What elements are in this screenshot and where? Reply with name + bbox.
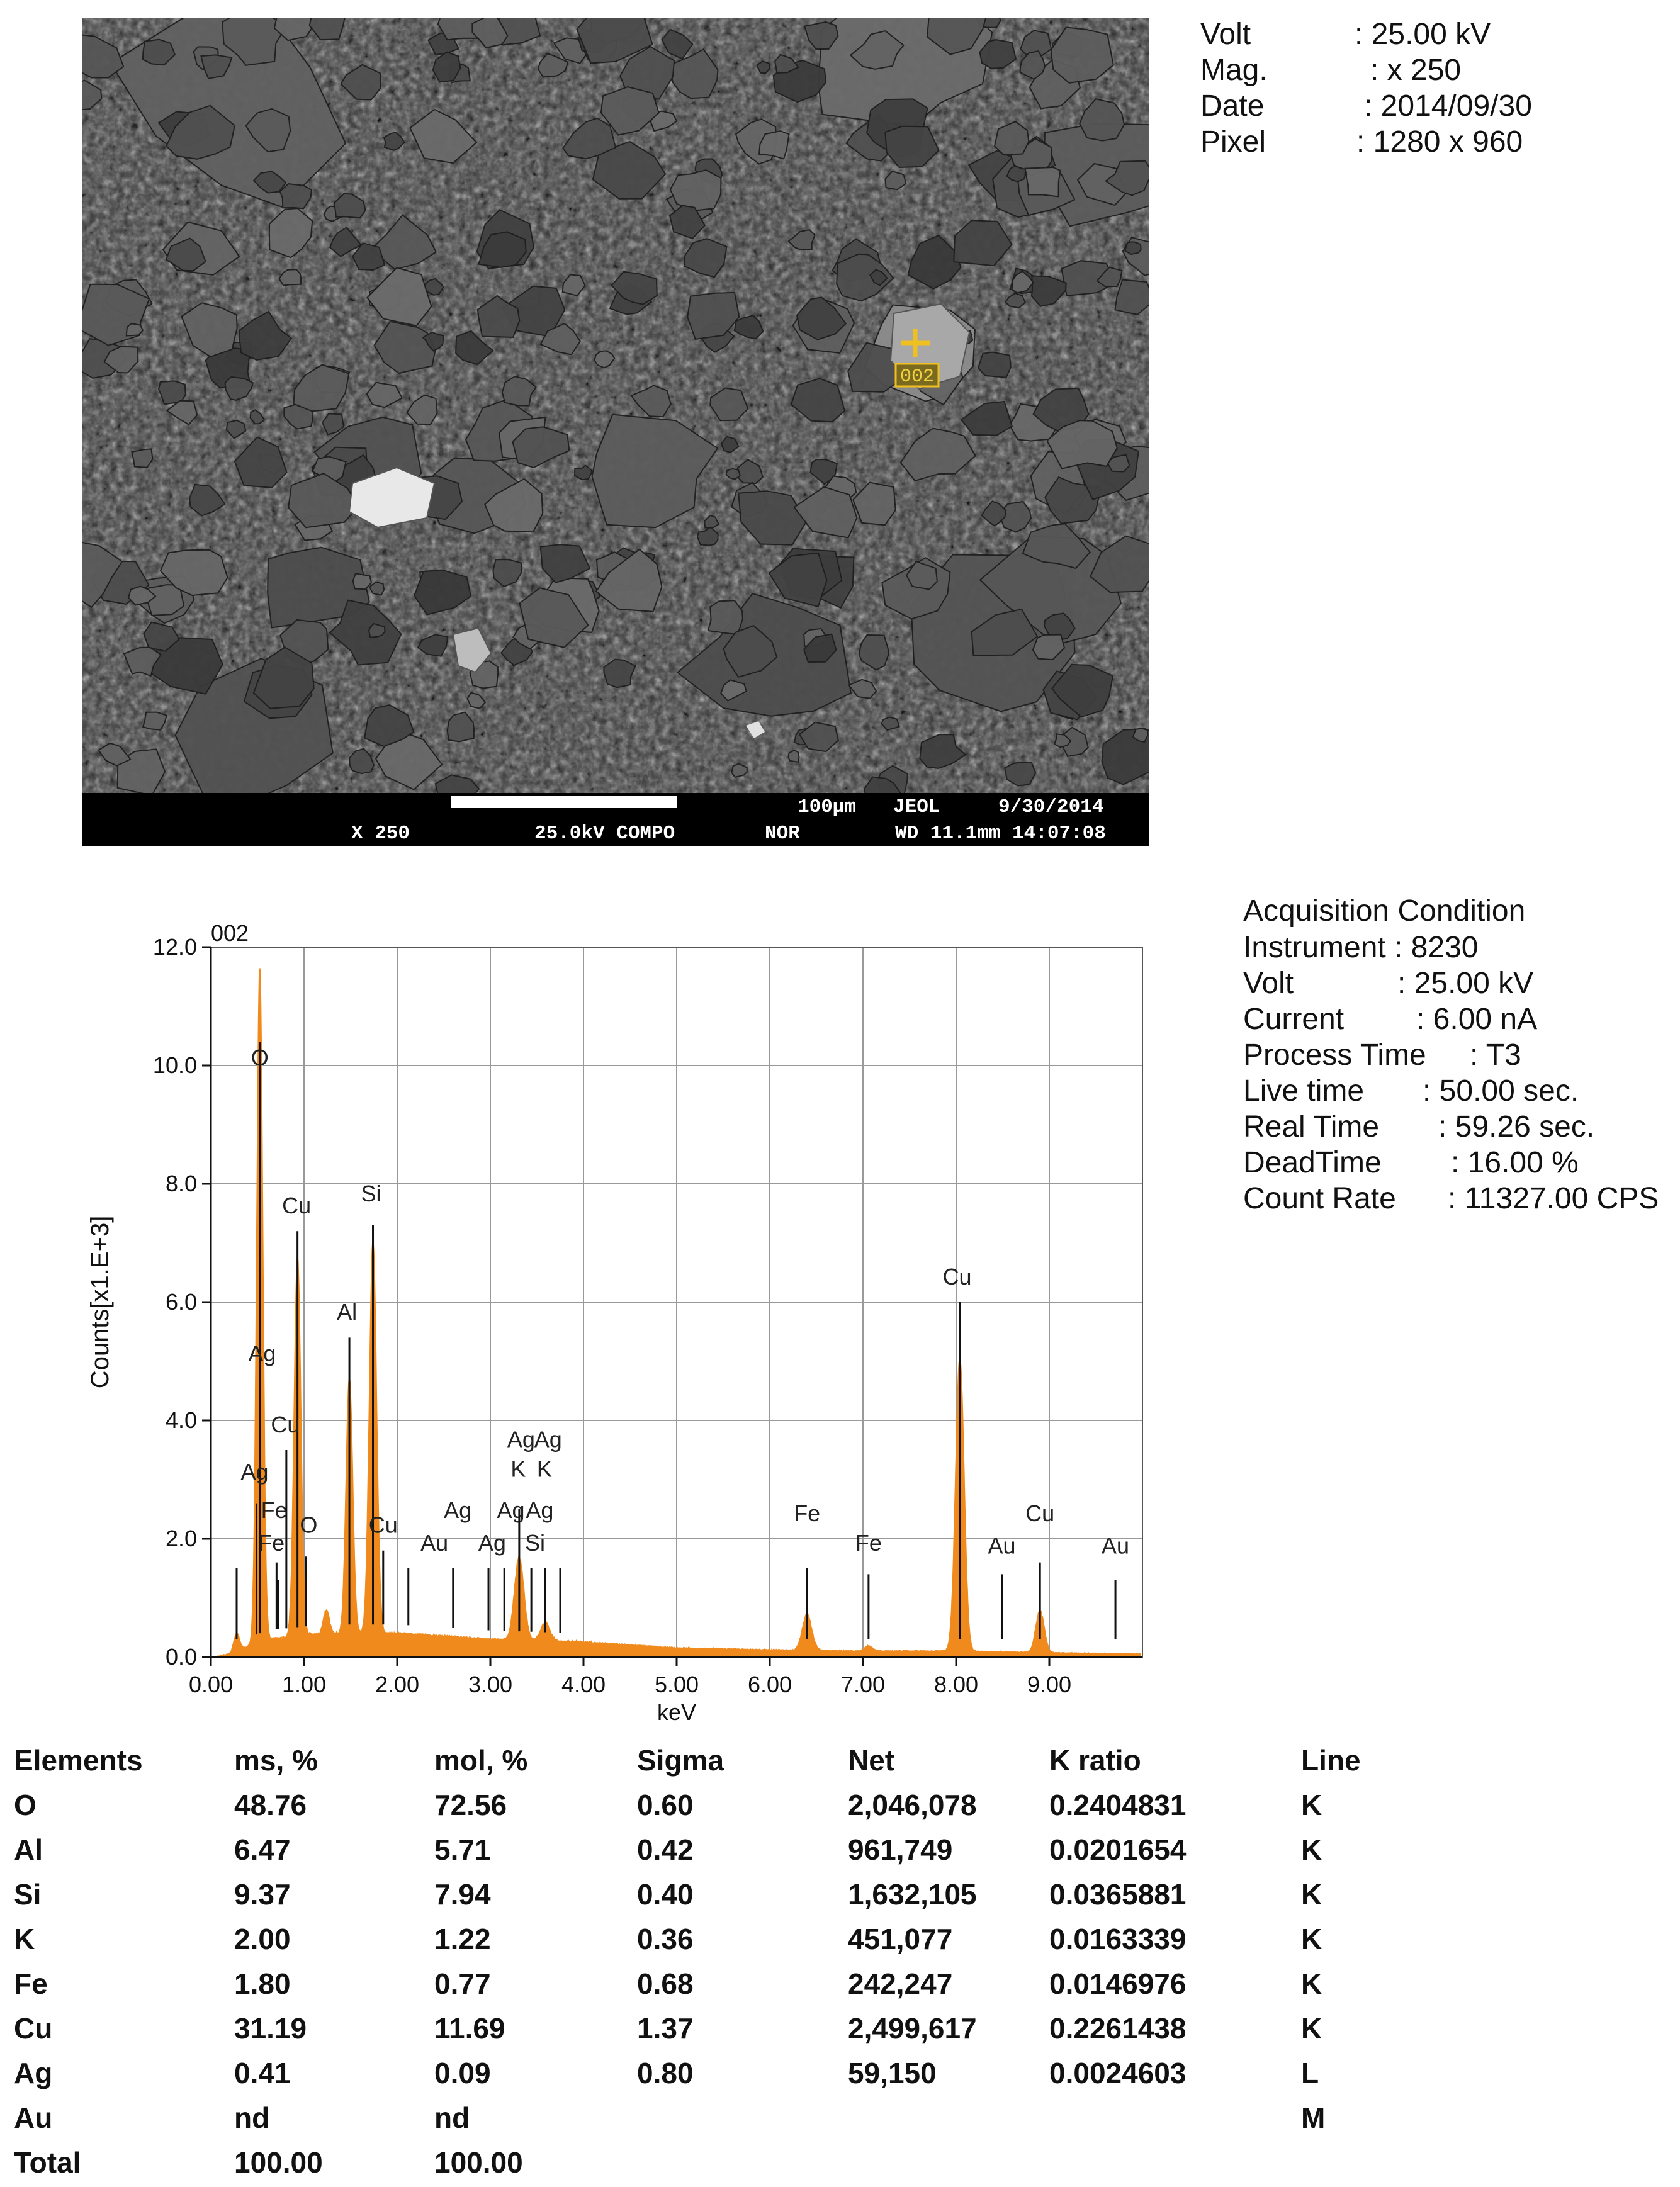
table-cell: K xyxy=(1301,1789,1322,1821)
peak-label: Ag xyxy=(507,1426,535,1453)
table-cell: K xyxy=(1301,2012,1322,2045)
table-cell-element: Ag xyxy=(14,2057,53,2089)
table-cell: 0.2261438 xyxy=(1049,2012,1187,2045)
info-value: : 11327.00 CPS xyxy=(1448,1182,1659,1215)
info-label: Process Time xyxy=(1243,1038,1426,1072)
table-cell: 1.37 xyxy=(637,2012,694,2045)
x-tick-label: 0.00 xyxy=(188,1672,234,1697)
table-row xyxy=(14,2096,1399,2140)
x-tick-label: 9.00 xyxy=(1027,1672,1072,1697)
table-cell: 0.0146976 xyxy=(1049,1967,1187,2000)
info-label: Mag. xyxy=(1200,53,1268,87)
info-value: : 8230 xyxy=(1394,931,1479,964)
peak-label: Cu xyxy=(1025,1500,1055,1526)
peak-label: K xyxy=(536,1456,552,1482)
table-row xyxy=(14,1828,1399,1872)
table-cell: 11.69 xyxy=(434,2012,505,2045)
table-cell: K ratio xyxy=(1049,1744,1141,1777)
table-cell: nd xyxy=(434,2101,470,2134)
info-label: Current xyxy=(1243,1003,1345,1036)
element-composition-table xyxy=(14,1738,1399,2185)
y-tick-label: 8.0 xyxy=(165,1171,197,1196)
table-cell: 7.94 xyxy=(434,1878,491,1911)
info-label: Date xyxy=(1200,89,1265,123)
footer-mode: NOR xyxy=(765,823,800,845)
table-cell-element: Total xyxy=(14,2146,81,2179)
footer-maker: JEOL xyxy=(893,796,940,818)
table-cell: Net xyxy=(848,1744,895,1777)
table-cell: 451,077 xyxy=(848,1923,953,1955)
peak-label: Fe xyxy=(261,1497,288,1524)
y-tick-label: 2.0 xyxy=(165,1526,197,1551)
table-cell-element: Si xyxy=(14,1878,42,1911)
info-value: : 50.00 sec. xyxy=(1423,1074,1579,1108)
peak-label: Ag xyxy=(240,1459,269,1485)
table-header-row xyxy=(14,1738,1399,1783)
table-cell-element: K xyxy=(14,1923,35,1955)
footer-date: 9/30/2014 xyxy=(998,796,1104,818)
x-tick-label: 1.00 xyxy=(281,1672,327,1697)
y-tick-label: 6.0 xyxy=(165,1289,197,1315)
table-cell-element: O xyxy=(14,1789,37,1821)
peak-label: K xyxy=(510,1456,526,1482)
table-cell: 0.0163339 xyxy=(1049,1923,1187,1955)
table-cell: 242,247 xyxy=(848,1967,953,2000)
x-tick-label: 5.00 xyxy=(654,1672,699,1697)
peak-label: Al xyxy=(337,1299,358,1325)
footer-mag: X 250 xyxy=(351,823,410,845)
x-tick-label: 4.00 xyxy=(561,1672,606,1697)
table-cell: 100.00 xyxy=(434,2146,523,2179)
acquisition-title: Acquisition Condition xyxy=(1243,894,1526,928)
table-cell: 0.80 xyxy=(637,2057,694,2089)
peak-label: Ag xyxy=(526,1497,554,1524)
table-cell: 1.80 xyxy=(234,1967,291,2000)
info-value: : 1280 x 960 xyxy=(1356,125,1523,159)
peak-label: Ag xyxy=(497,1497,525,1524)
table-cell: Line xyxy=(1301,1744,1361,1777)
table-cell: K xyxy=(1301,1923,1322,1955)
info-value: : 59.26 sec. xyxy=(1438,1110,1595,1144)
info-value: : 25.00 kV xyxy=(1355,18,1491,51)
info-value: : x 250 xyxy=(1370,53,1462,87)
y-tick-label: 0.0 xyxy=(165,1644,197,1670)
info-label: Real Time xyxy=(1243,1110,1380,1144)
eds-spectrum-chart xyxy=(0,906,1196,1743)
info-label: DeadTime xyxy=(1243,1146,1382,1179)
table-cell: mol, % xyxy=(434,1744,528,1777)
x-tick-label: 8.00 xyxy=(933,1672,979,1697)
peak-label: Cu xyxy=(282,1193,312,1218)
table-cell: 0.68 xyxy=(637,1967,694,2000)
info-label: Volt xyxy=(1200,18,1251,51)
info-label: Count Rate xyxy=(1243,1182,1396,1215)
table-cell: 5.71 xyxy=(434,1833,491,1866)
table-cell: 0.0201654 xyxy=(1049,1833,1187,1866)
x-tick-label: 7.00 xyxy=(840,1672,886,1697)
table-row xyxy=(14,1783,1399,1828)
table-row xyxy=(14,1962,1399,2006)
table-cell: ms, % xyxy=(234,1744,318,1777)
info-value: : 2014/09/30 xyxy=(1364,89,1532,123)
table-cell: 0.36 xyxy=(637,1923,694,1955)
table-row xyxy=(14,1917,1399,1962)
table-row xyxy=(14,2140,1399,2185)
table-cell: 1.22 xyxy=(434,1923,491,1955)
table-cell-element: Al xyxy=(14,1833,43,1866)
info-value: : 25.00 kV xyxy=(1397,967,1534,1000)
x-tick-label: 3.00 xyxy=(468,1672,513,1697)
peak-label: Fe xyxy=(794,1500,821,1526)
peak-label: Cu xyxy=(368,1512,398,1538)
x-tick-label: 6.00 xyxy=(747,1672,792,1697)
table-cell: 0.77 xyxy=(434,1967,491,2000)
table-cell: 0.42 xyxy=(637,1833,694,1866)
peak-label: Ag xyxy=(444,1497,472,1524)
info-value: : 16.00 % xyxy=(1451,1146,1579,1179)
peak-label: Au xyxy=(420,1529,449,1556)
table-cell: 0.41 xyxy=(234,2057,291,2089)
table-cell: 31.19 xyxy=(234,2012,307,2045)
table-row xyxy=(14,2006,1399,2051)
table-cell: nd xyxy=(234,2101,270,2134)
table-cell: 1,632,105 xyxy=(848,1878,977,1911)
table-cell: 961,749 xyxy=(848,1833,953,1866)
peak-label: Ag xyxy=(478,1529,506,1556)
table-cell: 72.56 xyxy=(434,1789,507,1821)
table-row xyxy=(14,1872,1399,1917)
table-cell: 2.00 xyxy=(234,1923,291,1955)
table-cell: M xyxy=(1301,2101,1326,2134)
peak-label: Ag xyxy=(534,1426,562,1453)
peak-label: Au xyxy=(1102,1532,1130,1559)
sem-image xyxy=(82,18,1149,846)
y-tick-label: 12.0 xyxy=(152,934,197,960)
table-cell: 6.47 xyxy=(234,1833,291,1866)
y-axis-label: Counts[x1.E+3] xyxy=(86,1215,114,1389)
peak-label: Cu xyxy=(271,1411,300,1437)
table-row xyxy=(14,2051,1399,2096)
peak-label: Fe xyxy=(855,1529,882,1556)
table-cell: 100.00 xyxy=(234,2146,323,2179)
peak-label: Si xyxy=(525,1529,546,1556)
table-cell: Sigma xyxy=(637,1744,724,1777)
table-cell-element: Fe xyxy=(14,1967,48,2000)
info-value: : 6.00 nA xyxy=(1416,1003,1538,1036)
peak-label: Cu xyxy=(942,1263,972,1290)
footer-voltage: 25.0kV COMPO xyxy=(534,823,675,845)
y-tick-label: 10.0 xyxy=(152,1052,197,1078)
info-label: Instrument xyxy=(1243,931,1386,964)
table-cell: K xyxy=(1301,1967,1322,2000)
peak-label: O xyxy=(300,1512,318,1538)
table-cell: 2,499,617 xyxy=(848,2012,977,2045)
table-cell: 0.09 xyxy=(434,2057,491,2089)
peak-label: Si xyxy=(361,1181,381,1207)
table-cell-element: Au xyxy=(14,2101,53,2134)
sem-micrograph xyxy=(82,18,1149,846)
table-cell: K xyxy=(1301,1878,1322,1911)
peak-label: Au xyxy=(988,1532,1016,1559)
info-label: Volt xyxy=(1243,967,1294,1000)
table-cell: 0.40 xyxy=(637,1878,694,1911)
scale-bar xyxy=(451,796,677,808)
info-value: : T3 xyxy=(1470,1038,1521,1072)
table-cell: 0.0024603 xyxy=(1049,2057,1187,2089)
table-cell: 0.60 xyxy=(637,1789,694,1821)
footer-scale: 100µm xyxy=(798,796,857,818)
footer-wd-time: WD 11.1mm 14:07:08 xyxy=(895,823,1106,845)
chart-title: 002 xyxy=(211,920,249,946)
peak-label: Fe xyxy=(258,1529,285,1556)
y-tick-label: 4.0 xyxy=(165,1407,197,1433)
x-axis-label: keV xyxy=(657,1699,697,1725)
table-cell: 0.2404831 xyxy=(1049,1789,1187,1821)
table-cell: 0.0365881 xyxy=(1049,1878,1187,1911)
info-label: Live time xyxy=(1243,1074,1365,1108)
peak-label: O xyxy=(251,1045,269,1071)
table-cell-element: Cu xyxy=(14,2012,53,2045)
table-cell-element: Elements xyxy=(14,1744,143,1777)
table-cell: L xyxy=(1301,2057,1319,2089)
point-marker-label: 002 xyxy=(899,366,935,388)
table-cell: 2,046,078 xyxy=(848,1789,977,1821)
info-label: Pixel xyxy=(1200,125,1266,159)
table-cell: 48.76 xyxy=(234,1789,307,1821)
table-cell: 59,150 xyxy=(848,2057,937,2089)
x-tick-label: 2.00 xyxy=(375,1672,420,1697)
peak-label: Ag xyxy=(248,1341,276,1366)
table-cell: K xyxy=(1301,1833,1322,1866)
table-cell: 9.37 xyxy=(234,1878,291,1911)
